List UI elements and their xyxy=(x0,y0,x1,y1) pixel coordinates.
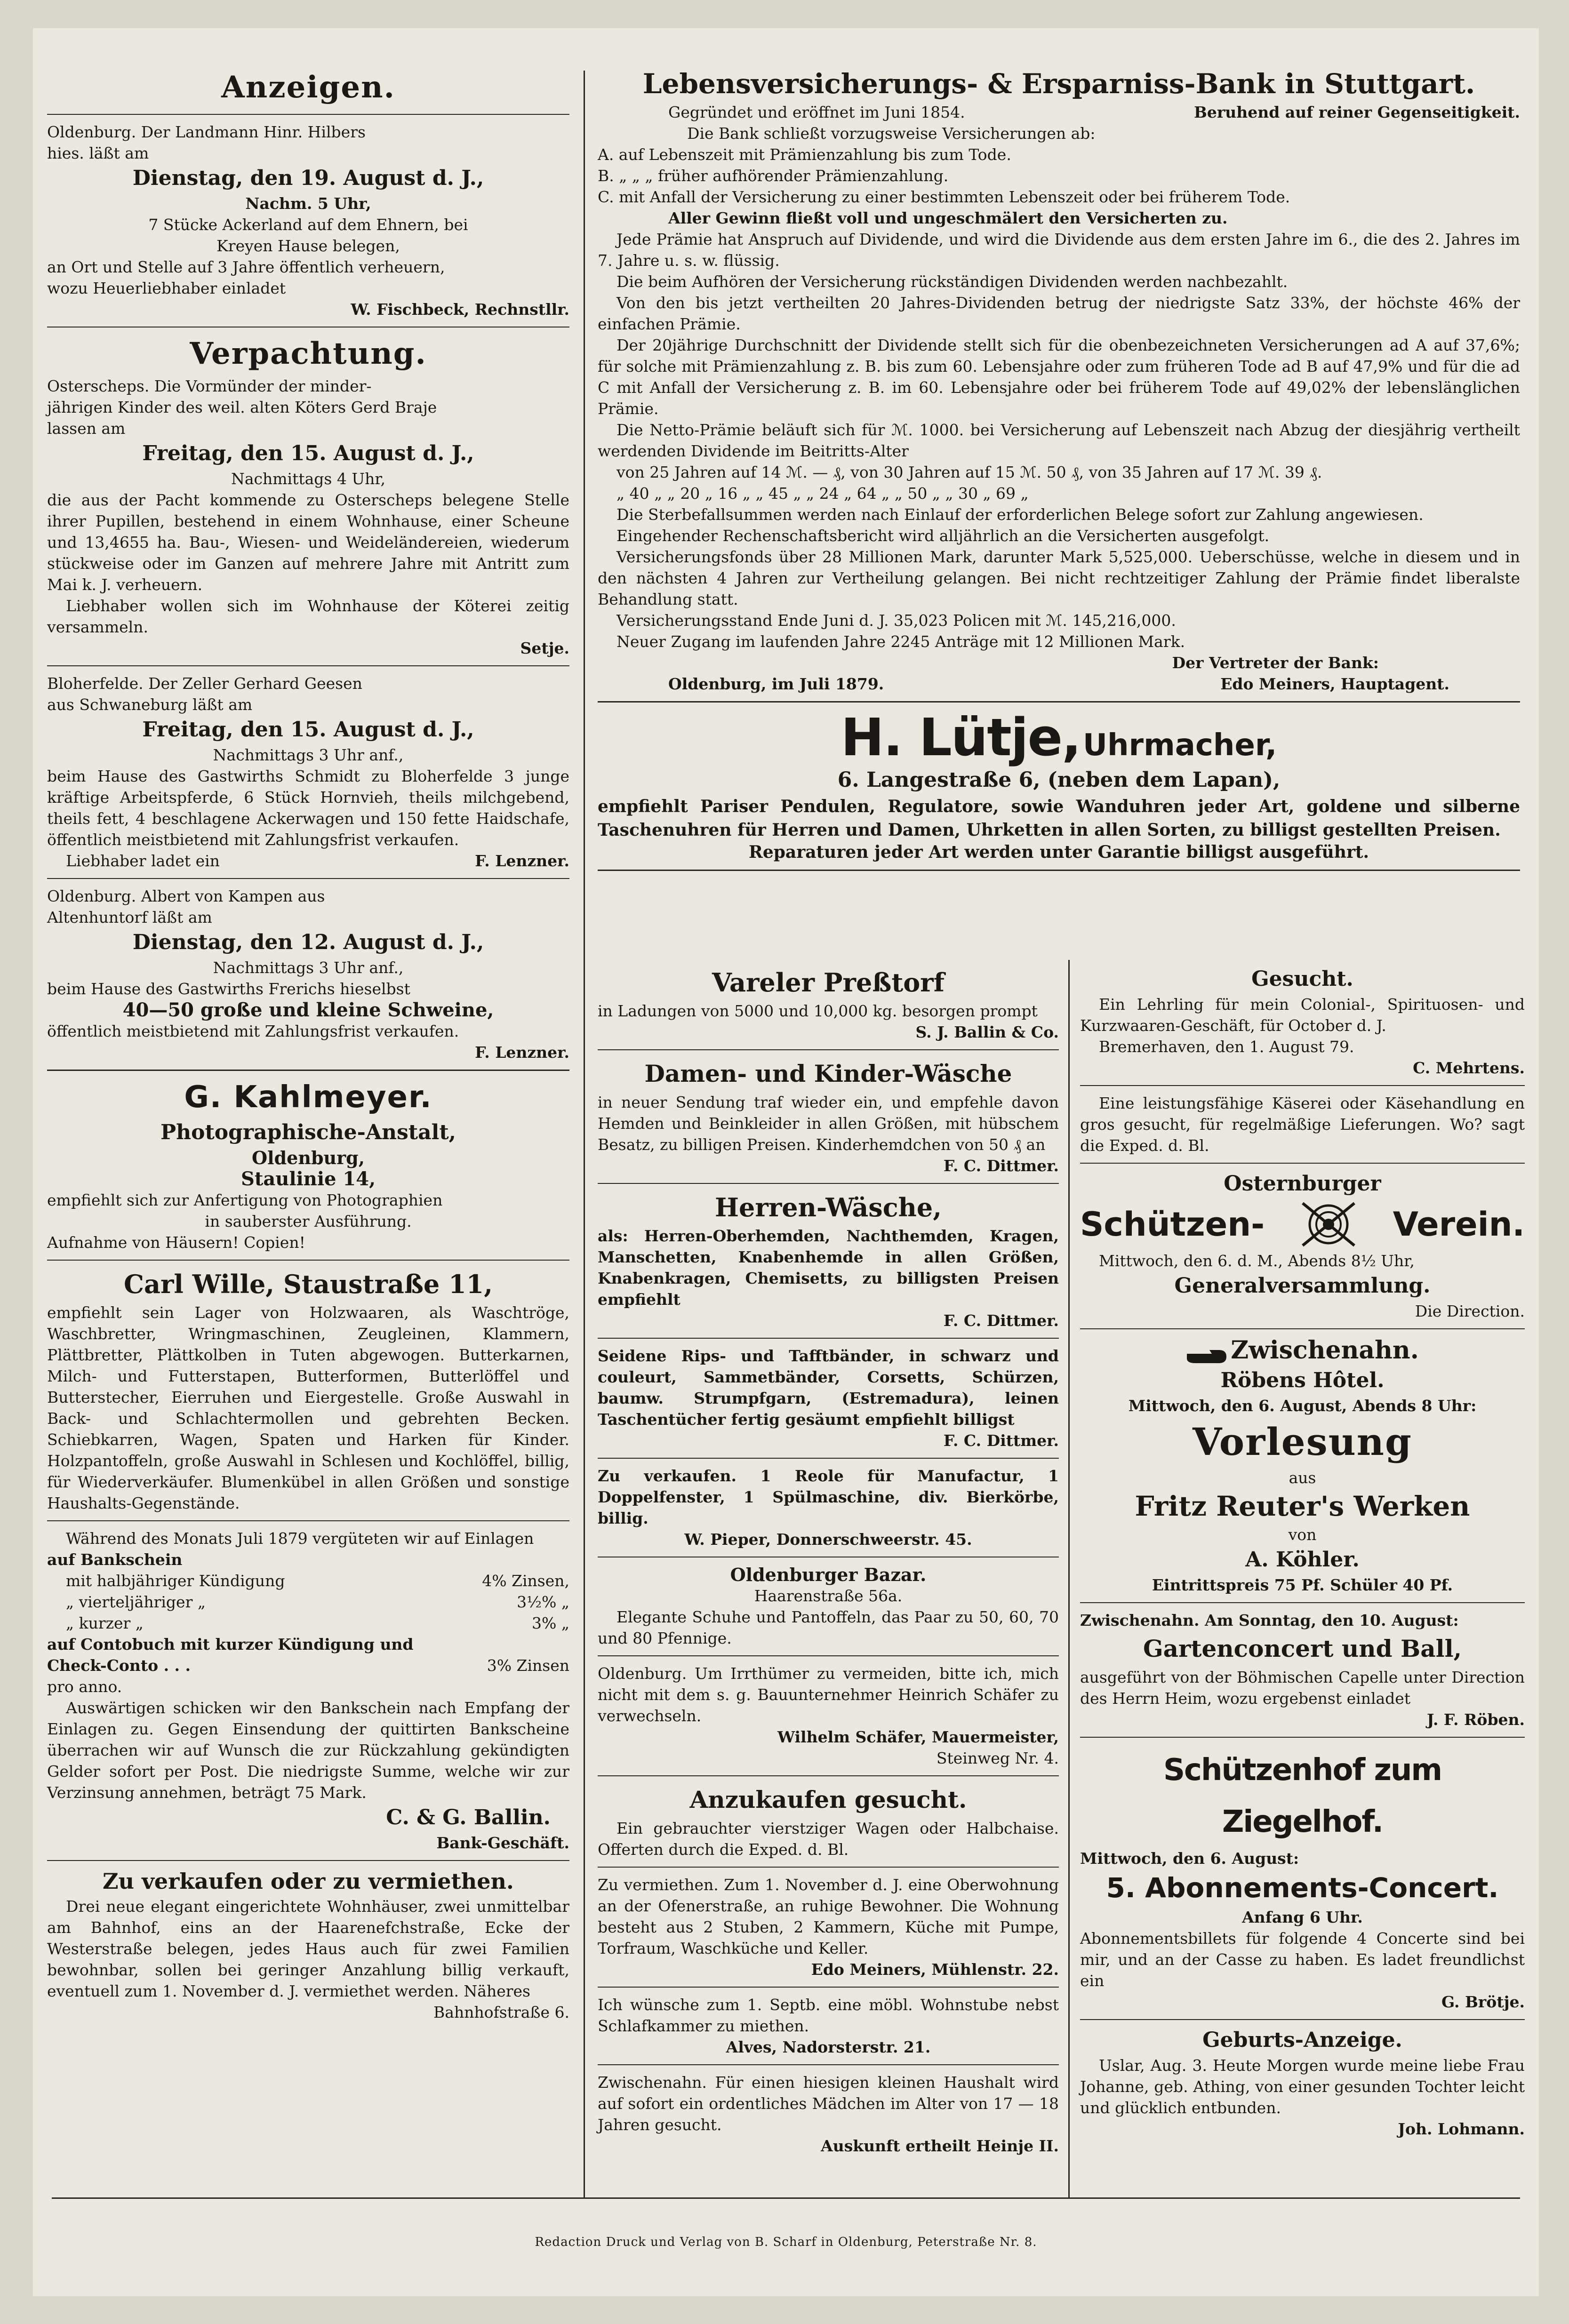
ad-line: Mittwoch, den 6. August, Abends 8 Uhr: xyxy=(1128,1396,1477,1415)
divider xyxy=(47,114,569,115)
bank-title: Lebensversicherungs- & Ersparniss-Bank in Stuttgart. xyxy=(642,68,1475,100)
ad-signature: Alves, Nadorsterstr. 21. xyxy=(726,2038,931,2056)
ad-line: beim Hause des Gastwirths Frerichs hieselbst xyxy=(47,980,410,998)
ad-signature: S. J. Ballin & Co. xyxy=(915,1023,1059,1041)
ad-date: Dienstag, den 12. August d. J., xyxy=(132,930,484,954)
ad-line: Der Vertreter der Bank: xyxy=(1172,654,1379,672)
divider xyxy=(47,665,569,666)
ad-line: Die beim Aufhören der Versicherung rückständigen Dividenden werden nachbezahlt. xyxy=(616,272,1288,291)
ad-line: Neuer Zugang im laufenden Jahre 2245 Anträge mit 12 Millionen Mark. xyxy=(616,632,1185,651)
ad-body: Eine leistungsfähige Käserei oder Käsehandlung en gros gesucht, für regelmäßige Lieferungen. Wo? sagt die Exped. d. Bl. xyxy=(1080,1094,1525,1155)
column-rule-mid xyxy=(1068,960,1070,2197)
ad-subtitle: Bank-Geschäft. xyxy=(436,1834,569,1852)
ad-date: Freitag, den 15. August d. J., xyxy=(142,441,474,465)
ad-line: Versicherungsstand Ende Juni d. J. 35,023 Policen mit ℳ. 145,216,000. xyxy=(616,611,1176,630)
ad-line: Bloherfelde. Der Zeller Gerhard Geesen xyxy=(47,674,362,693)
divider xyxy=(598,1183,1059,1184)
luetje-address: 6. Langestraße 6, (neben dem Lapan), xyxy=(837,768,1281,792)
ad-line: von xyxy=(1288,1525,1317,1544)
ad-line: pro anno. xyxy=(47,1677,122,1696)
premium-row: von 25 Jahren auf 14 ℳ. — ₰, von 30 Jahren auf 15 ℳ. 50 ₰, von 35 Jahren auf 17 ℳ. 39 ₰. xyxy=(616,463,1322,481)
ad-line: aus xyxy=(1289,1468,1316,1487)
divider xyxy=(598,870,1520,871)
ad-line: 40—50 große und kleine Schweine, xyxy=(122,999,494,1021)
ad-line: Oldenburg, xyxy=(252,1147,365,1168)
ad-bloherfelde xyxy=(47,673,569,871)
ad-signature: Bahnhofstraße 6. xyxy=(433,2003,569,2021)
ad-signature: C. Mehrtens. xyxy=(1413,1059,1525,1077)
ad-date: Dienstag, den 19. August d. J., xyxy=(132,166,484,190)
ad-line: Zwischenahn. Am Sonntag, den 10. August: xyxy=(1080,1611,1459,1629)
premium-row: „ 40 „ „ 20 „ 16 „ „ 45 „ „ 24 „ 64 „ „ 50 „ „ 30 „ 69 „ xyxy=(616,484,1029,503)
ad-line: Oldenburg. Der Landmann Hinr. Hilbers xyxy=(47,123,366,141)
ad-signature: Setje. xyxy=(520,639,569,657)
rate-value: 3% „ xyxy=(532,1614,569,1632)
ad-title: Zu verkaufen oder zu vermiethen. xyxy=(103,1869,514,1894)
ad-body: Ein Lehrling für mein Colonial-, Spirituosen- und Kurzwaaren-Geschäft, für October d. J. xyxy=(1080,995,1525,1035)
rate-row xyxy=(47,1570,569,1591)
bottom-rule xyxy=(52,2197,1520,2199)
ad-title: Vareler Preßtorf xyxy=(712,967,945,998)
ad-line: Altenhuntorf läßt am xyxy=(47,908,212,926)
ad-title: Geburts-Anzeige. xyxy=(1202,2028,1402,2052)
ad-line: jährigen Kinder des weil. alten Köters Gerd Braje xyxy=(47,398,437,416)
divider xyxy=(598,1655,1059,1656)
ad-signature: F. C. Dittmer. xyxy=(943,1157,1059,1175)
ad-line: Reparaturen jeder Art werden unter Garantie billigst ausgeführt. xyxy=(748,842,1369,862)
ad-signature: F. C. Dittmer. xyxy=(943,1311,1059,1330)
divider xyxy=(598,701,1520,703)
divider xyxy=(1080,1163,1525,1164)
section-title: Anzeigen. xyxy=(221,70,395,105)
ad-body: ausgeführt von der Böhmischen Capelle unter Direction des Herrn Heim, wozu ergebenst einladet xyxy=(1080,1668,1525,1708)
bank-signature: Edo Meiners, Hauptagent. xyxy=(1220,675,1449,693)
divider xyxy=(598,2064,1059,2065)
ad-wille xyxy=(47,1267,569,1514)
ad-hilbers xyxy=(47,121,569,320)
ad-body: Zu verkaufen. 1 Reole für Manufactur, 1 Doppelfenster, 1 Spülmaschine, div. Bierkörbe, billig. xyxy=(598,1467,1059,1527)
ad-line: wozu Heuerliebhaber einladet xyxy=(47,279,286,297)
ad-title: Herren-Wäsche, xyxy=(715,1192,942,1222)
left-column xyxy=(47,66,569,2023)
rate-row xyxy=(47,1613,569,1634)
ad-title: Carl Wille, Staustraße 11, xyxy=(123,1269,493,1299)
divider xyxy=(598,1987,1059,1988)
ad-body: in Ladungen von 5000 und 10,000 kg. besorgen prompt xyxy=(598,1002,1038,1020)
ad-line: hies. läßt am xyxy=(47,144,149,162)
target-emblem-icon xyxy=(1298,1198,1359,1250)
rate-value: 3½% „ xyxy=(517,1593,569,1611)
ad-signature: G. Brötje. xyxy=(1441,1992,1525,2011)
ad-body: empfiehlt sein Lager von Holzwaaren, als Waschtröge, Waschbretter, Wringmaschinen, Zeugleinen, Klammern, Plättbretter, Plättkolben in Tuten abgewogen. Butterkarnen, Milch- und Futterstapen, Butterformen, Butterlöffel und Butterstecher, Eierruhen und Eiergestelle. Große Auswahl in Back- und Schlachtermollen und gebrehten Becken. Schiebkarren, Wagen, Spaten und Harken für Kinder. Holzpantoffeln, große Auswahl in Schlesen und Kochlöffel, billig, für Wiederverkäufer. Blumenkübel in allen Größen und sonstige Haushalts-Gegenstände. xyxy=(47,1303,569,1512)
ad-line: Haarenstraße 56a. xyxy=(754,1587,903,1605)
ad-title: G. Kahlmeyer. xyxy=(184,1080,432,1115)
ad-title: Verpachtung. xyxy=(190,336,427,371)
ad-line: Während des Monats Juli 1879 vergüteten wir auf Einlagen xyxy=(66,1529,534,1548)
imprint-footer: Redaction Druck und Verlag von B. Scharf in Oldenburg, Peterstraße Nr. 8. xyxy=(535,2235,1037,2249)
ad-line: Eingehender Rechenschaftsbericht wird alljährlich an die Versicherten ausgefolgt. xyxy=(616,527,1270,545)
ad-body: Abonnementsbillets für folgende 4 Concerte sind bei mir, und an der Casse zu haben. Es ladet freundlichst ein xyxy=(1080,1929,1525,1990)
ad-body: die aus der Pacht kommende zu Osterscheps belegene Stelle ihrer Pupillen, bestehend in einem Wohnhause, einer Scheune und 13,4655 ha. Bau-, Wiesen- und Weideländereien, wiederum stückweise oder im Ganzen auf mehrere Jahre mit Antritt zum Mai k. J. verheuern. xyxy=(47,491,569,594)
rate-value: 3% Zinsen xyxy=(487,1656,569,1675)
ad-line: Röbens Hôtel. xyxy=(1220,1368,1385,1392)
ad-body: Drei neue elegant eingerichtete Wohnhäuser, zwei unmittelbar am Bahnhof, eins an der Haarenefchstraße, Ecke der Westerstraße belegen, jedes Haus auch für zwei Familien bewohnbar, sollen bei geringer Anzahlung billig verkauft, eventuell zum 1. November d. J. vermiethet werden. Näheres xyxy=(47,1897,569,2000)
divider xyxy=(598,1049,1059,1050)
ad-verkaufen xyxy=(47,1868,569,2023)
ad-line: in sauberster Ausführung. xyxy=(205,1212,412,1230)
ad-body: in neuer Sendung traf wieder ein, und empfehle davon Hemden und Beinkleider in allen Größen, mit hübschem Besatz, zu billigen Preisen. Kinderhemdchen von 50 ₰ an xyxy=(598,1093,1059,1154)
newspaper-page xyxy=(33,28,1539,2296)
rate-label: mit halbjähriger Kündigung xyxy=(66,1572,285,1590)
ad-line: Kreyen Hause belegen, xyxy=(216,237,400,255)
ad-line: Bremerhaven, den 1. August 79. xyxy=(1099,1038,1354,1056)
ad-title: Schützenhof zum Ziegelhof. xyxy=(1163,1752,1442,1839)
ad-signature: F. Lenzner. xyxy=(475,852,569,870)
ad-kahlmeyer xyxy=(47,1078,569,1253)
schuetzen-header xyxy=(1080,1198,1525,1250)
ad-line: Liebhaber ladet ein xyxy=(66,852,220,870)
ad-body: beim Hause des Gastwirths Schmidt zu Bloherfelde 3 junge kräftige Arbeitspferde, 6 Stück Hornvieh, theils milchgebend, theils fett, 4 beschlagene Ackerwagen und 150 fette Haidschafe, öffentlich meistbietend mit Zahlungsfrist verkaufen. xyxy=(47,767,569,849)
ad-line: C. mit Anfall der Versicherung zu einer bestimmten Lebenszeit oder bei früherem Tode. xyxy=(598,188,1290,206)
ad-luetje xyxy=(598,709,1520,863)
ad-body: Oldenburg. Um Irrthümer zu vermeiden, bitte ich, mich nicht mit dem s. g. Bauunternehmer Heinrich Schäfer zu verwechseln. xyxy=(598,1664,1059,1725)
divider xyxy=(1080,1602,1525,1603)
ad-signature: J. F. Röben. xyxy=(1426,1710,1525,1729)
divider xyxy=(598,1458,1059,1459)
divider xyxy=(47,1860,569,1861)
ad-footer xyxy=(47,850,569,871)
ad-line: Mittwoch, den 6. d. M., Abends 8½ Uhr, xyxy=(1099,1252,1415,1270)
ad-signature: Auskunft ertheilt Heinje II. xyxy=(821,2137,1059,2155)
ad-line: öffentlich meistbietend mit Zahlungsfrist verkaufen. xyxy=(47,1022,459,1040)
rate-label: Check-Conto . . . xyxy=(47,1656,191,1675)
ad-event: 5. Abonnements-Concert. xyxy=(1106,1871,1499,1904)
ad-event: Generalversammlung. xyxy=(1174,1274,1431,1298)
divider xyxy=(47,1070,569,1071)
ad-verpachtung xyxy=(47,334,569,659)
ad-line: Steinweg Nr. 4. xyxy=(936,1749,1059,1767)
luetje-header xyxy=(598,709,1520,766)
ad-signature: W. Pieper, Donnerschweerstr. 45. xyxy=(684,1530,972,1549)
rate-row xyxy=(47,1591,569,1613)
ad-line: Staulinie 14, xyxy=(241,1168,376,1190)
divider xyxy=(598,1775,1059,1776)
ad-line: Jede Prämie hat Anspruch auf Dividende, und wird die Dividende aus dem ersten Jahre im 6., die des 2. Jahres im 7. Jahre u. s. w. flüssig. xyxy=(598,230,1520,270)
ad-body: Elegante Schuhe und Pantoffeln, das Paar zu 50, 60, 70 und 80 Pfennige. xyxy=(598,1608,1059,1647)
ad-line: an Ort und Stelle auf 3 Jahre öffentlich verheuern, xyxy=(47,258,445,276)
rate-label: „ kurzer „ xyxy=(66,1614,144,1632)
middle-column xyxy=(598,965,1059,2156)
ad-date: Freitag, den 15. August d. J., xyxy=(142,718,474,742)
ad-signature: F. C. Dittmer. xyxy=(943,1431,1059,1450)
rate-row xyxy=(47,1655,569,1676)
ad-line: 7 Stücke Ackerland auf dem Ehnern, bei xyxy=(148,216,468,234)
bank-basis: Beruhend auf reiner Gegenseitigkeit. xyxy=(1194,103,1520,121)
divider xyxy=(47,1520,569,1521)
right-upper xyxy=(598,66,1520,878)
luetje-trade: Uhrmacher, xyxy=(1082,728,1277,763)
ad-line: Die Sterbefallsummen werden nach Einlauf der erforderlichen Belege sofort zur Zahlung angewiesen. xyxy=(616,505,1424,524)
divider xyxy=(598,1338,1059,1339)
bank-founded: Gegründet und eröffnet im Juni 1854. xyxy=(668,103,965,121)
ad-line: Mittwoch, den 6. August: xyxy=(1080,1849,1299,1868)
ad-line: Fritz Reuter's Werken xyxy=(1135,1490,1470,1522)
ad-body: Zwischenahn. Für einen hiesigen kleinen Haushalt wird auf sofort ein ordentliches Mädchen im Alter von 17 — 18 Jahren gesucht. xyxy=(598,2073,1059,2134)
bank-subline xyxy=(598,102,1520,123)
ad-kampen xyxy=(47,886,569,1063)
ad-line: Oldenburg. Albert von Kampen aus xyxy=(47,887,325,905)
zwischenahn-header xyxy=(1080,1336,1525,1366)
ad-line: Die Netto-Prämie beläuft sich für ℳ. 1000. bei Versicherung auf Lebenszeit nach Abzug der diesjährig vertheilt werdenden Dividende im Beitritts-Alter xyxy=(598,421,1520,460)
ad-body: empfiehlt Pariser Pendulen, Regulatore, sowie Wanduhren jeder Art, goldene und silberne Taschenuhren für Herren und Damen, Uhrketten in allen Sorten, zu billigst gestellten Preisen. xyxy=(598,797,1520,840)
ad-body: als: Herren-Oberhemden, Nachthemden, Kragen, Manschetten, Knabenhemde in allen Größen, Knabenkragen, Chemisetts, zu billigsten Preisen empfiehlt xyxy=(598,1227,1059,1309)
ad-signature: Joh. Lohmann. xyxy=(1398,2119,1525,2138)
rate-value: 4% Zinsen, xyxy=(482,1572,569,1590)
ad-line: Die Bank schließt vorzugsweise Versicherungen ab: xyxy=(687,124,1096,143)
right-column xyxy=(1080,965,1525,2140)
ad-signature: Die Direction. xyxy=(1415,1302,1525,1320)
ad-title: Anzukaufen gesucht. xyxy=(689,1786,967,1813)
column-rule-left xyxy=(584,71,585,2197)
ad-body: Auswärtigen schicken wir den Bankschein nach Empfang der Einlagen zu. Gegen Einsendung der quittirten Bankscheine überrachen wir auf Wunsch die zur Rückzahlung gekündigten Gelder sofort per Post. Die niedrigste Summe, welche wir zur Verzinsung annehmen, beträgt 75 Mark. xyxy=(47,1699,569,1802)
ad-body: Ein gebrauchter vierstziger Wagen oder Halbchaise. Offerten durch die Exped. d. Bl. xyxy=(598,1819,1059,1859)
pointing-hand-icon xyxy=(1186,1347,1228,1366)
ad-line: B. „ „ „ früher aufhörender Prämienzahlung. xyxy=(598,167,949,185)
divider xyxy=(1080,1737,1525,1738)
ad-line: Versicherungsfonds über 28 Millionen Mark, darunter Mark 5,525,000. Ueberschüsse, welche in diesem und in den nächsten 4 Jahren zur Vertheilung gelangen. Bei nicht rechtzeitiger Zahlung der Prämie findet liberalste Behandlung statt. xyxy=(598,548,1520,608)
ad-line: empfiehlt sich zur Anfertigung von Photographien xyxy=(47,1191,443,1209)
ad-title: Gesucht. xyxy=(1251,967,1353,991)
ad-event: Vorlesung xyxy=(1193,1419,1412,1464)
ad-ballin xyxy=(47,1528,569,1853)
ad-time: Nachmittags 3 Uhr anf., xyxy=(213,746,404,764)
ad-title: Oldenburger Bazar. xyxy=(730,1564,927,1585)
ad-line: Der 20jährige Durchschnitt der Dividende stellt sich für die obenbezeichneten Versicherungen ad A auf 37,6%; für solche mit Prämienzahlung z. B. bis zum 60. Lebensjahre oder zum früheren Tode ad B auf 47,9% und für die ad C mit Anfall der Versicherung z. B. im 60. Lebensjahre oder bei früherem Tode auf 49,02% der lebenslänglichen Prämie. xyxy=(598,336,1520,418)
verein-word: Verein. xyxy=(1393,1205,1525,1244)
ad-line: aus Schwaneburg läßt am xyxy=(47,695,253,714)
ad-line: Photographische-Anstalt, xyxy=(160,1120,456,1144)
ad-body: Uslar, Aug. 3. Heute Morgen wurde meine liebe Frau Johanne, geb. Athing, von einer gesunden Tochter leicht und glücklich entbunden. xyxy=(1080,2056,1525,2117)
ad-line: A. auf Lebenszeit mit Prämienzahlung bis zum Tode. xyxy=(598,145,1011,164)
divider xyxy=(47,1260,569,1261)
ad-title: Gartenconcert und Ball, xyxy=(1143,1634,1462,1662)
rate-label: „ vierteljähriger „ xyxy=(66,1593,206,1611)
ad-signature: Edo Meiners, Mühlenstr. 22. xyxy=(811,1960,1059,1979)
ad-body: Ich wünsche zum 1. Septb. eine möbl. Wohnstube nebst Schlafkammer zu miethen. xyxy=(598,1996,1059,2035)
ad-line: auf Bankschein xyxy=(47,1550,183,1569)
ad-line: A. Köhler. xyxy=(1245,1547,1360,1572)
luetje-name: H. Lütje, xyxy=(841,707,1081,767)
ad-time: Nachm. 5 Uhr, xyxy=(245,194,371,213)
ad-title: Zwischenahn. xyxy=(1231,1336,1419,1365)
ad-signature: F. Lenzner. xyxy=(475,1043,569,1062)
ad-line: Aufnahme von Häusern! Copien! xyxy=(47,1233,305,1252)
ad-signature: C. & G. Ballin. xyxy=(386,1805,551,1829)
divider xyxy=(598,1867,1059,1868)
ad-body: Seidene Rips- und Tafftbänder, in schwarz und couleurt, Sammetbänder, Corsetts, Schürzen, baumw. Strumpfgarn, (Estremadura), leinen Taschentücher fertig gesäumt empfiehlt billigst xyxy=(598,1347,1059,1429)
ad-time: Nachmittags 4 Uhr, xyxy=(231,470,386,488)
divider xyxy=(1080,1085,1525,1086)
ad-title: Damen- und Kinder-Wäsche xyxy=(644,1060,1012,1087)
divider xyxy=(1080,2019,1525,2020)
ad-time: Nachmittags 3 Uhr anf., xyxy=(213,958,404,977)
bank-place: Oldenburg, im Juli 1879. xyxy=(668,675,884,693)
ad-title: Osternburger xyxy=(1224,1172,1381,1196)
ad-line: Von den bis jetzt vertheilten 20 Jahres-Dividenden betrug der niedrigste Satz 33%, der höchste 46% der einfachen Prämie. xyxy=(598,294,1520,333)
ad-signature: W. Fischbeck, Rechnstllr. xyxy=(351,300,569,319)
ad-line: lassen am xyxy=(47,419,126,438)
divider xyxy=(47,878,569,879)
ad-line: auf Contobuch mit kurzer Kündigung und xyxy=(47,1635,414,1653)
bank-sign-row xyxy=(598,673,1520,695)
ad-line: Osterscheps. Die Vormünder der minder- xyxy=(47,377,372,395)
ad-line: Anfang 6 Uhr. xyxy=(1242,1908,1363,1926)
divider xyxy=(1080,1328,1525,1329)
ad-body: Zu vermiethen. Zum 1. November d. J. eine Oberwohnung an der Ofenerstraße, an ruhige Bewohner. Die Wohnung besteht aus 2 Stuben, 2 Kammern, Küche mit Pumpe, Torfraum, Waschküche und Keller. xyxy=(598,1876,1059,1957)
ad-line: Liebhaber wollen sich im Wohnhause der Köterei zeitig versammeln. xyxy=(47,597,569,636)
ad-line: Aller Gewinn fließt voll und ungeschmälert den Versicherten zu. xyxy=(668,209,1228,227)
ad-line: Eintrittspreis 75 Pf. Schüler 40 Pf. xyxy=(1152,1575,1453,1594)
ad-signature: Wilhelm Schäfer, Mauermeister, xyxy=(777,1728,1059,1746)
schuetzen-word: Schützen- xyxy=(1080,1205,1265,1244)
